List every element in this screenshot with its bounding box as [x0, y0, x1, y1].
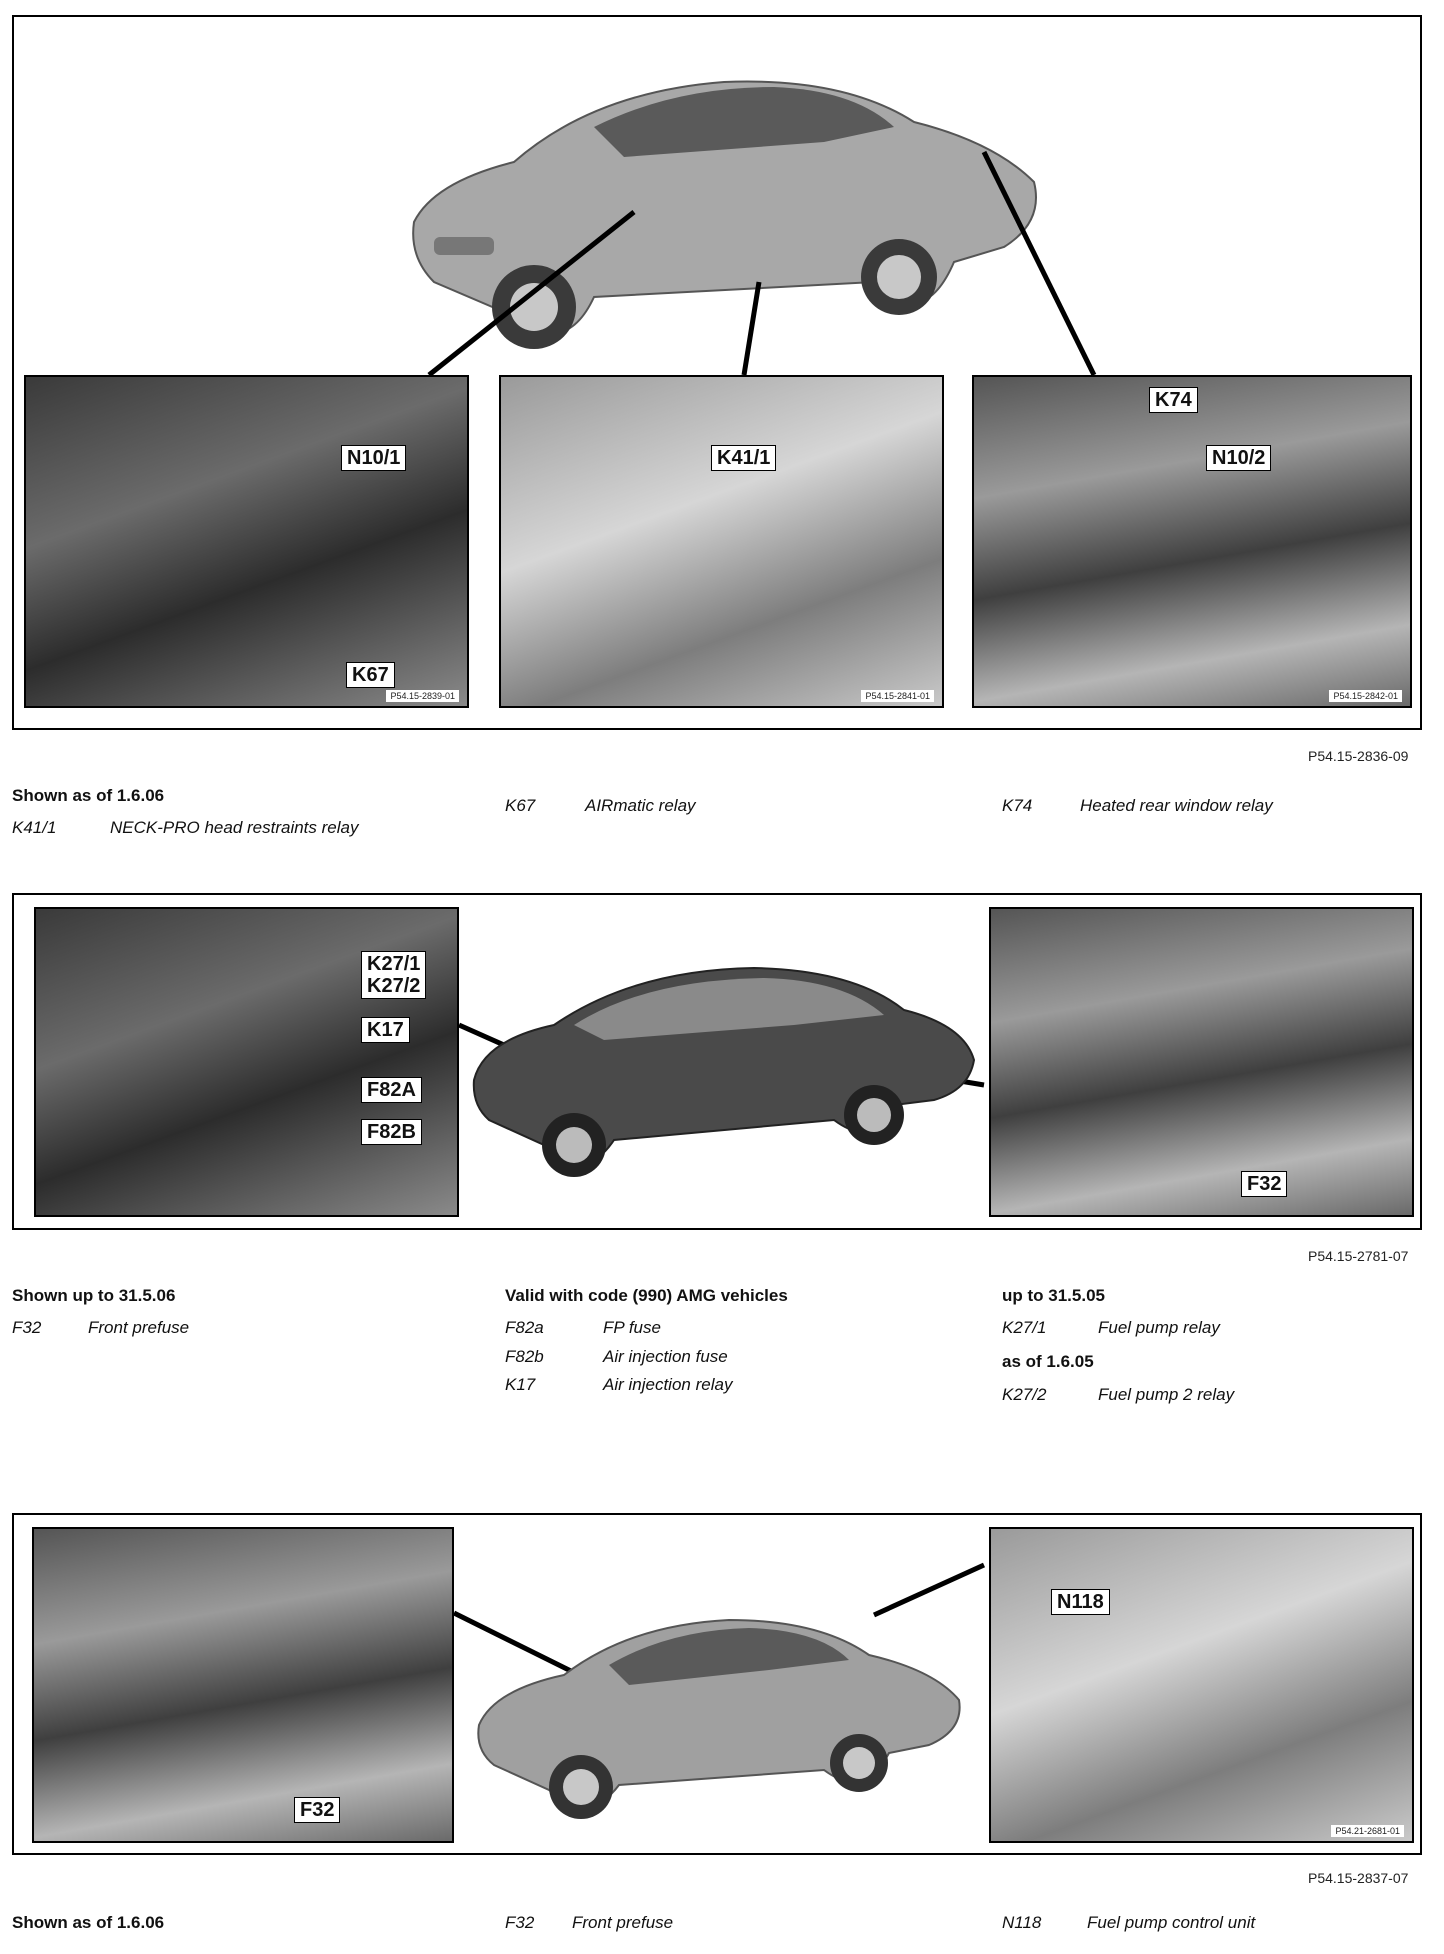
legend-code: K41/1 [12, 818, 57, 837]
callout-f82b: F82B [361, 1119, 422, 1145]
callout-f32: F32 [294, 1797, 340, 1823]
legend-desc: Heated rear window relay [1080, 796, 1273, 815]
legend-code: F82b [505, 1347, 544, 1366]
callout-f32: F32 [1241, 1171, 1287, 1197]
legend-code: K67 [505, 796, 536, 815]
callout-n10-2: N10/2 [1206, 445, 1271, 471]
figure-2-frame [12, 893, 1422, 1230]
callout-k41-1: K41/1 [711, 445, 776, 471]
photo-amg-relays [34, 907, 459, 1217]
car-image-silver-coupe-small [469, 1595, 969, 1825]
legend-desc: Fuel pump 2 relay [1098, 1385, 1235, 1404]
legend-1-heading: Shown as of 1.6.06 [12, 786, 165, 805]
callout-k17: K17 [361, 1017, 410, 1043]
photo-ref-label: P54.15-2839-01 [386, 690, 459, 702]
legend-3-heading: Shown as of 1.6.06 [12, 1913, 165, 1932]
figure-3-frame [12, 1513, 1422, 1855]
legend-2-col3-heading: up to 31.5.05 [1002, 1286, 1105, 1305]
legend-desc: FP fuse [603, 1318, 661, 1337]
legend-desc: Air injection fuse [603, 1347, 728, 1366]
legend-2-col3-heading: as of 1.6.05 [1002, 1352, 1094, 1371]
legend-code: K27/1 [1002, 1318, 1047, 1337]
figure-1-frame [12, 15, 1422, 730]
photo-front-fuse-box [24, 375, 469, 708]
photo-ref-label: P54.15-2842-01 [1329, 690, 1402, 702]
legend-desc: NECK-PRO head restraints relay [110, 818, 359, 837]
legend-code: N118 [1002, 1913, 1042, 1932]
photo-front-prefuse-up-to [989, 907, 1414, 1217]
legend-code: K17 [505, 1375, 536, 1394]
legend-code: F32 [505, 1913, 535, 1932]
photo-neck-pro-relay [499, 375, 944, 708]
legend-code: F32 [12, 1318, 42, 1337]
legend-desc: Fuel pump relay [1098, 1318, 1220, 1337]
legend-desc: AIRmatic relay [585, 796, 696, 815]
legend-desc: Air injection relay [603, 1375, 733, 1394]
legend-code: K27/2 [1002, 1385, 1047, 1404]
photo-ref-label: P54.21-2681-01 [1331, 1825, 1404, 1837]
figure-2-reference: P54.15-2781-07 [1308, 1248, 1409, 1264]
photo-front-prefuse-as-of [32, 1527, 454, 1843]
callout-k27-1-k27-2: K27/1 K27/2 [361, 951, 426, 999]
photo-ref-label: P54.15-2841-01 [861, 690, 934, 702]
callout-n10-1: N10/1 [341, 445, 406, 471]
figure-1-reference: P54.15-2836-09 [1308, 748, 1409, 764]
legend-code: F82a [505, 1318, 544, 1337]
legend-code: K74 [1002, 796, 1033, 815]
legend-2-heading: Shown up to 31.5.06 [12, 1286, 176, 1305]
legend-2-col2-heading: Valid with code (990) AMG vehicles [505, 1286, 788, 1305]
car-image-dark-sedan [464, 950, 984, 1190]
legend-desc: Front prefuse [572, 1913, 674, 1932]
legend-desc: Fuel pump control unit [1087, 1913, 1256, 1932]
callout-n118: N118 [1051, 1589, 1110, 1615]
callout-k74: K74 [1149, 387, 1198, 413]
figure-3-reference: P54.15-2837-07 [1308, 1870, 1409, 1886]
photo-fuel-pump-control-unit [989, 1527, 1414, 1843]
photo-rear-relay-area [972, 375, 1412, 708]
callout-f82a: F82A [361, 1077, 422, 1103]
legend-desc: Front prefuse [88, 1318, 190, 1337]
callout-k67: K67 [346, 662, 395, 688]
